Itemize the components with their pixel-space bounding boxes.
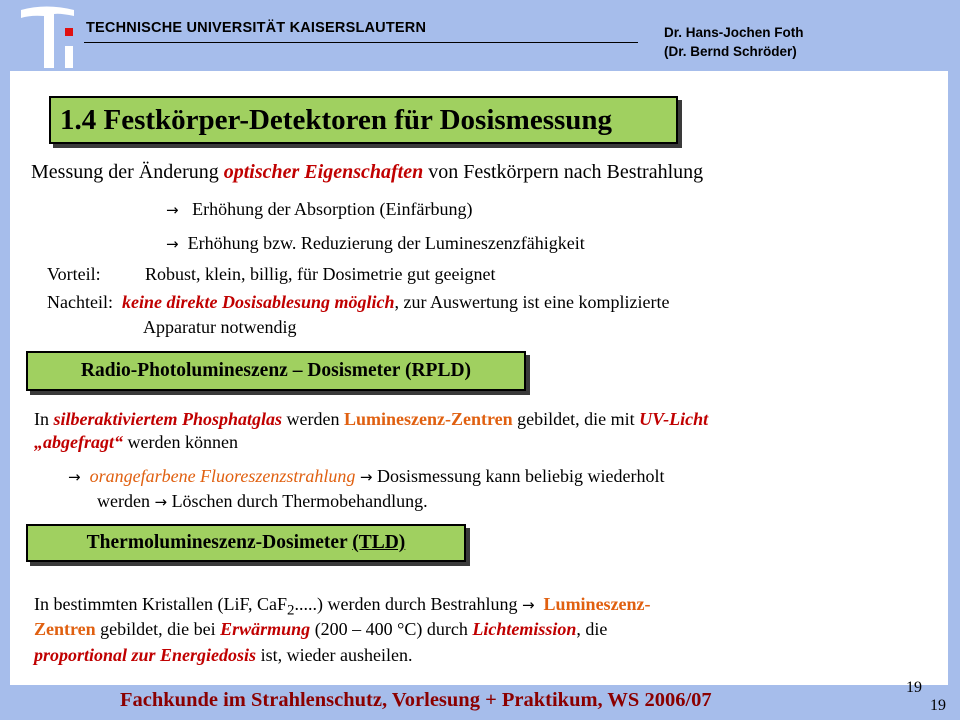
- tld-line-1: In bestimmten Kristallen (LiF, CaF$_2$.....) werden durch Bestrahlung → Lumineszenz-: [34, 594, 651, 619]
- tu-logo: [16, 4, 76, 70]
- rpld-line-4: werden → Löschen durch Thermobehandlung.: [97, 491, 428, 511]
- arrow-icon: →: [166, 235, 179, 253]
- arrow-icon: →: [359, 468, 373, 486]
- rpld-line-2: „abgefragt“ werden können: [34, 432, 238, 452]
- arrow-icon: →: [166, 201, 179, 219]
- bullet-absorption: → Erhöhung der Absorption (Einfärbung): [166, 199, 473, 219]
- arrow-icon: →: [68, 468, 81, 486]
- nachteil-emphasis: keine direkte Dosisablesung möglich: [121, 292, 395, 312]
- vorteil-text: Robust, klein, billig, für Dosimetrie gut geeignet: [145, 264, 496, 284]
- tld-line-3: proportional zur Energiedosis ist, wieder ausheilen.: [34, 645, 413, 665]
- rpld-line-3: → orangefarbene Fluoreszenzstrahlung → Dosismessung kann beliebig wiederholt: [68, 466, 665, 486]
- nachteil-line: Nachteil: keine direkte Dosisablesung möglich, zur Auswertung ist eine komplizierte: [47, 292, 670, 312]
- university-name: TECHNISCHE UNIVERSITÄT KAISERSLAUTERN: [86, 20, 427, 36]
- slide-number: 19: [906, 679, 922, 696]
- tld-line-2: Zentren gebildet, die bei Erwärmung (200 – 400 °C) durch Lichtemission, die: [34, 619, 608, 639]
- slide-title: 1.4 Festkörper-Detektoren für Dosismessung: [49, 96, 678, 144]
- rpld-heading: Radio-Photolumineszenz – Dosismeter (RPLD): [26, 351, 526, 391]
- vorteil-label: Vorteil:: [47, 264, 101, 284]
- tld-heading: Thermolumineszenz-Dosimeter (TLD): [26, 524, 466, 562]
- arrow-icon: →: [154, 493, 168, 511]
- footer-course-title: Fachkunde im Strahlenschutz, Vorlesung + Praktikum, WS 2006/07: [120, 689, 712, 711]
- arrow-icon: →: [521, 596, 535, 614]
- intro-emphasis: optischer Eigenschaften: [223, 161, 424, 183]
- header-divider: [84, 42, 638, 43]
- author-secondary: (Dr. Bernd Schröder): [664, 44, 797, 59]
- page-number: 19: [930, 697, 946, 714]
- rpld-line-1: In silberaktiviertem Phosphatglas werden Lumineszenz-Zentren gebildet, die mit UV-Licht: [34, 409, 709, 429]
- author-primary: Dr. Hans-Jochen Foth: [664, 25, 804, 40]
- nachteil-continuation: Apparatur notwendig: [143, 317, 297, 337]
- bullet-luminescence: → Erhöhung bzw. Reduzierung der Lumineszenzfähigkeit: [166, 233, 585, 253]
- intro-text: Messung der Änderung optischer Eigenschaften von Festkörpern nach Bestrahlung: [31, 161, 704, 183]
